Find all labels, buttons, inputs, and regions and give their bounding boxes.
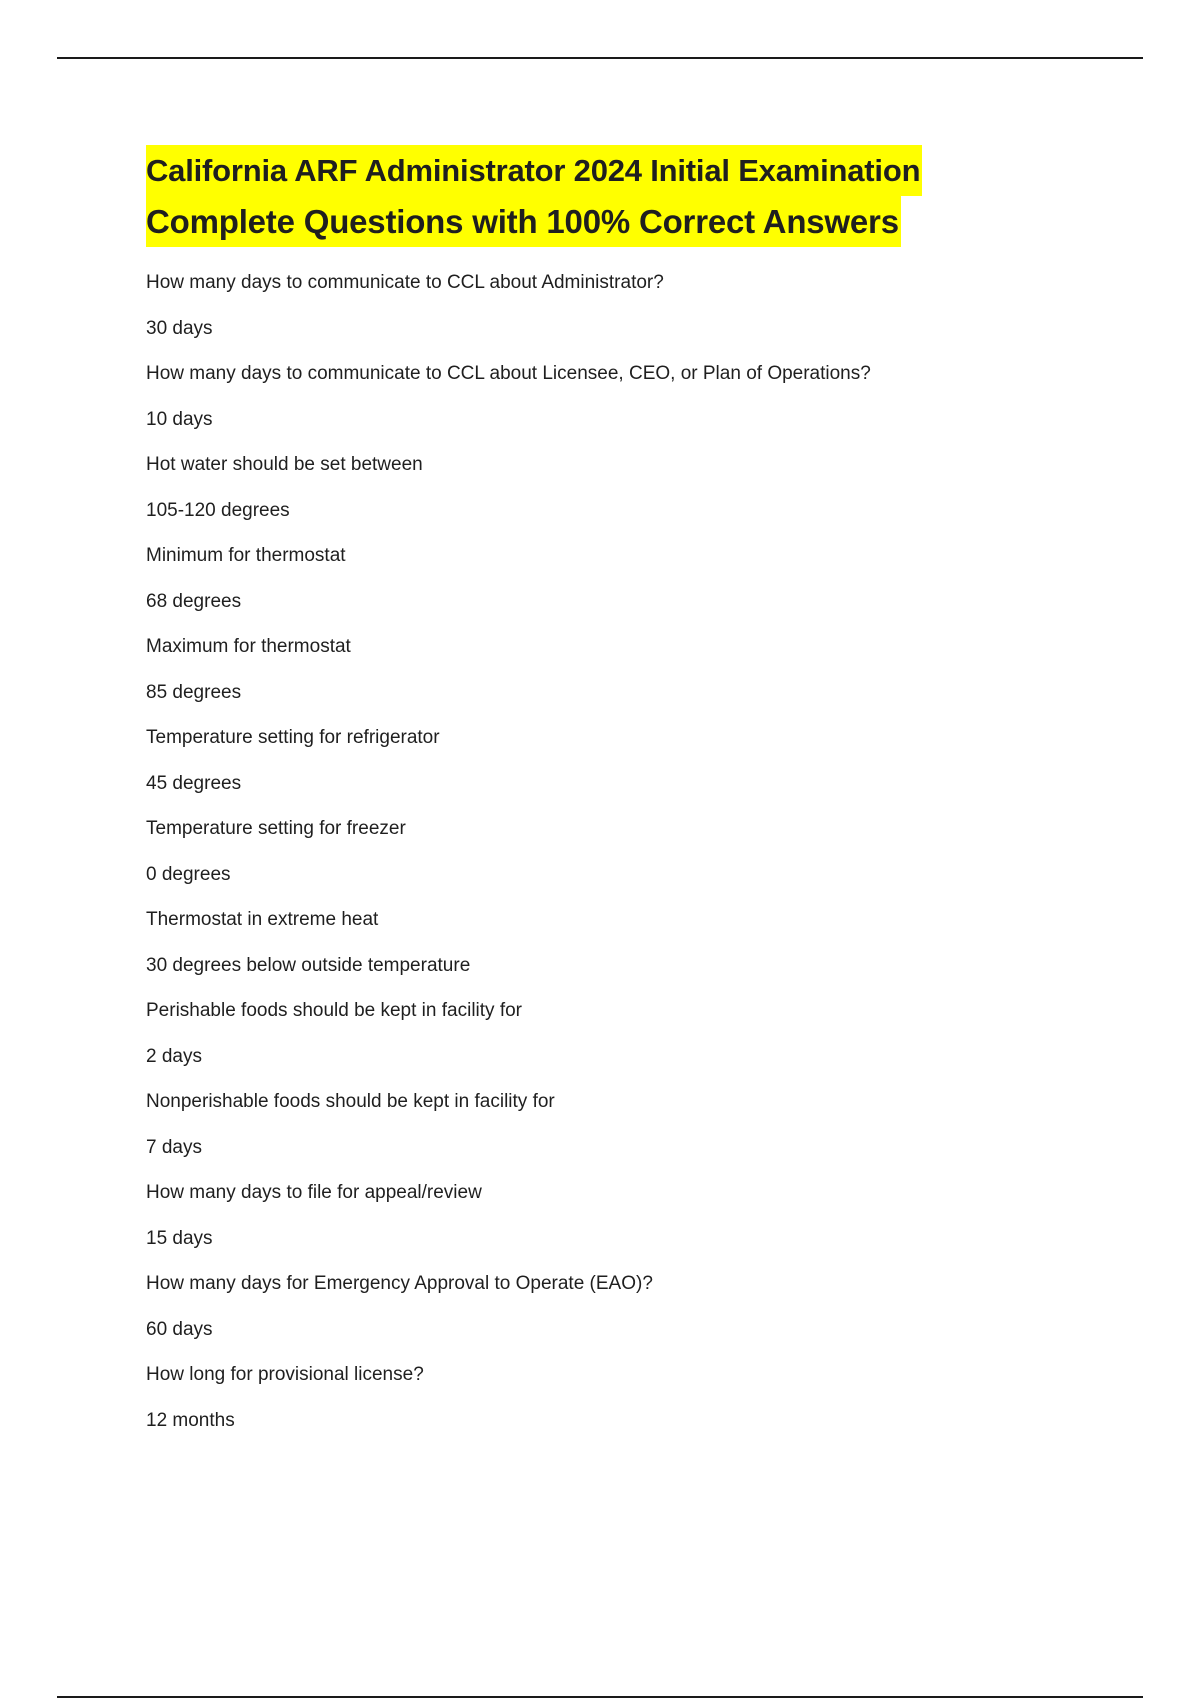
question-text: Hot water should be set between bbox=[146, 454, 423, 475]
footer-rule bbox=[57, 1696, 1143, 1698]
question-text: Nonperishable foods should be kept in facility for bbox=[146, 1091, 555, 1112]
answer-text: 105-120 degrees bbox=[146, 499, 290, 521]
question-text: Minimum for thermostat bbox=[146, 545, 346, 566]
document-title bbox=[146, 145, 1106, 248]
question-text: How many days to communicate to CCL about Licensee, CEO, or Plan of Operations? bbox=[146, 363, 871, 384]
answer-text: 7 days bbox=[146, 1136, 202, 1158]
answer-text: 68 degrees bbox=[146, 590, 242, 612]
answer-text: 12 months bbox=[146, 1409, 235, 1431]
qa-list bbox=[146, 260, 1106, 1443]
answer-text: 2 days bbox=[146, 1045, 202, 1067]
question-text: Perishable foods should be kept in facility for bbox=[146, 1000, 522, 1021]
answer-text: 85 degrees bbox=[146, 681, 242, 703]
question-text: Temperature setting for refrigerator bbox=[146, 727, 440, 748]
answer-text: 10 days bbox=[146, 408, 213, 430]
answer-text: 45 degrees bbox=[146, 772, 242, 794]
question-text: How many days to communicate to CCL about Administrator? bbox=[146, 272, 664, 293]
question-text: How long for provisional license? bbox=[146, 1364, 424, 1385]
question-text: Temperature setting for freezer bbox=[146, 818, 406, 839]
question-text: How many days for Emergency Approval to Operate (EAO)? bbox=[146, 1273, 653, 1294]
answer-text: 0 degrees bbox=[146, 863, 231, 885]
answer-text: 30 degrees below outside temperature bbox=[146, 954, 471, 976]
answer-text: 30 days bbox=[146, 317, 213, 339]
answer-text: 15 days bbox=[146, 1227, 213, 1249]
question-text: How many days to file for appeal/review bbox=[146, 1182, 482, 1203]
answer-text: 60 days bbox=[146, 1318, 213, 1340]
question-text: Maximum for thermostat bbox=[146, 636, 351, 657]
document-body bbox=[146, 145, 1106, 1443]
question-text: Thermostat in extreme heat bbox=[146, 909, 379, 930]
header-rule bbox=[57, 57, 1143, 59]
title-line-2: Complete Questions with 100% Correct Answers bbox=[146, 196, 901, 247]
title-line-1: California ARF Administrator 2024 Initial Examination bbox=[146, 145, 922, 196]
